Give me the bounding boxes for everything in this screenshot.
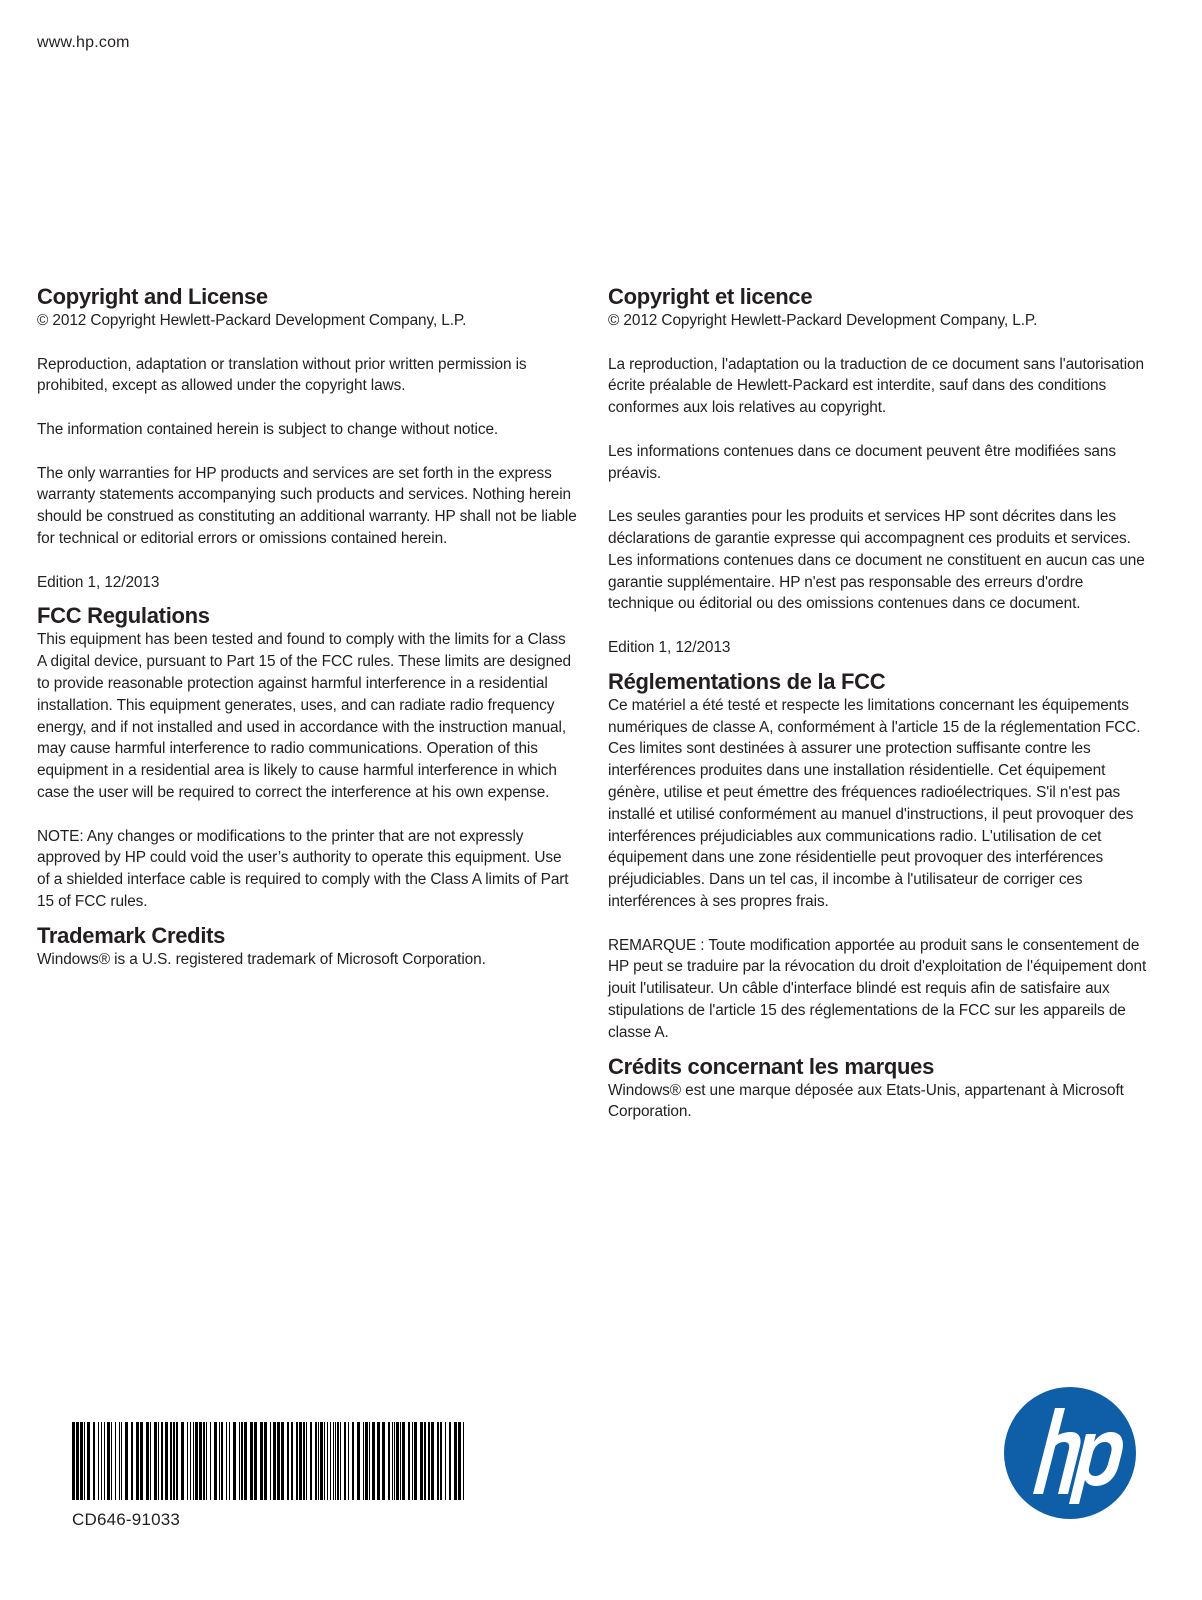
fcc-section-en xyxy=(37,603,577,912)
copyright-line: © 2012 Copyright Hewlett-Packard Development Company, L.P. xyxy=(608,312,1038,329)
edition-line: Edition 1, 12/2013 xyxy=(37,573,160,591)
section-heading: FCC Regulations xyxy=(37,603,210,629)
barcode-block xyxy=(72,1422,464,1530)
paragraph: The information contained herein is subject to change without notice. xyxy=(37,420,499,438)
paragraph: La reproduction, l'adaptation ou la traduction de ce document sans l'autorisation écrite préalable de Hewlett-Packard est interdite, sauf dans des conditions conformes aux lois relatives au copyright. xyxy=(608,355,1144,417)
paragraph: This equipment has been tested and found to comply with the limits for a Class A digital device, pursuant to Part 15 of the FCC rules. These limits are designed to provide reasonable protection against harmful interference in a residential installation. This equipment generates, uses, and can radiate radio frequency energy, and if not installed and used in accordance with the instruction manual, may cause harmful interference to radio communications. Operation of this equipment in a residential area is likely to cause harmful interference in which case the user will be required to correct the interference at his own expense. xyxy=(37,631,571,801)
section-heading: Trademark Credits xyxy=(37,922,226,948)
website-url: www.hp.com xyxy=(37,34,130,51)
section-heading: Copyright and License xyxy=(37,284,268,309)
section-heading: Réglementations de la FCC xyxy=(608,668,886,694)
section-heading: Crédits concernant les marques xyxy=(608,1053,935,1079)
english-column xyxy=(37,284,577,975)
paragraph: Les informations contenues dans ce document peuvent être modifiées sans préavis. xyxy=(608,442,1116,482)
paragraph: The only warranties for HP products and services are set forth in the express warranty statements accompanying such products and services. Nothing herein should be construed as constituting an additional warranty. HP shall not be liable for technical or editorial errors or omissions contained herein. xyxy=(37,464,577,547)
french-column xyxy=(608,284,1148,1127)
barcode xyxy=(72,1422,464,1500)
paragraph: Windows® is a U.S. registered trademark of Microsoft Corporation. xyxy=(37,950,486,968)
part-number: CD646-91033 xyxy=(72,1510,181,1529)
paragraph: NOTE: Any changes or modifications to the printer that are not expressly approved by HP could void the user’s authority to operate this equipment. Use of a shielded interface cable is required to comply with the Class A limits of Part 15 of FCC rules. xyxy=(37,827,569,910)
copyright-line: © 2012 Copyright Hewlett-Packard Development Company, L.P. xyxy=(37,312,467,329)
trademark-section-fr xyxy=(608,1054,1148,1124)
paragraph: Reproduction, adaptation or translation without prior written permission is prohibited, except as allowed under the copyright laws. xyxy=(37,355,527,395)
paragraph: Les seules garanties pour les produits et services HP sont décrites dans les déclarations de garantie expresse qui accompagnent ces produits et services. Les informations contenues dans ce document ne constituent en aucun cas une garantie supplémentaire. HP n'est pas responsable des erreurs d'ordre technique ou éditorial ou des omissions contenues dans ce document. xyxy=(608,508,1145,613)
copyright-section-en xyxy=(37,284,577,593)
copyright-section-fr xyxy=(608,284,1148,659)
fcc-section-fr xyxy=(608,669,1148,1044)
trademark-section-en xyxy=(37,923,577,971)
section-heading: Copyright et licence xyxy=(608,284,813,309)
paragraph: Windows® est une marque déposée aux Etats-Unis, appartenant à Microsoft Corporation. xyxy=(608,1081,1124,1121)
paragraph: Ce matériel a été testé et respecte les limitations concernant les équipements numériques de classe A, conformément à l'article 15 de la réglementation FCC. Ces limites sont destinées à assurer une protection suffisante contre les interférences produites dans une installation résidentielle. Cet équipement génère, utilise et peut émettre des fréquences radioélectriques. S'il n'est pas installé et utilisé conformément au manuel d'instructions, il peut provoquer des interférences préjudiciables aux communications radio. L'utilisation de cet équipement dans une zone résidentielle peut provoquer des interférences préjudiciables. Dans un tel cas, il incombe à l'utilisateur de corriger ces interférences à ses propres frais. xyxy=(608,696,1141,910)
hp-logo-icon xyxy=(1003,1386,1137,1520)
paragraph: REMARQUE : Toute modification apportée au produit sans le consentement de HP peut se traduire par la révocation du droit d'exploitation de l'équipement dont jouit l'utilisateur. Un câble d'interface blindé est requis afin de satisfaire aux stipulations de l'article 15 des réglementations de la FCC sur les appareils de classe A. xyxy=(608,936,1147,1041)
edition-line: Edition 1, 12/2013 xyxy=(608,638,731,656)
